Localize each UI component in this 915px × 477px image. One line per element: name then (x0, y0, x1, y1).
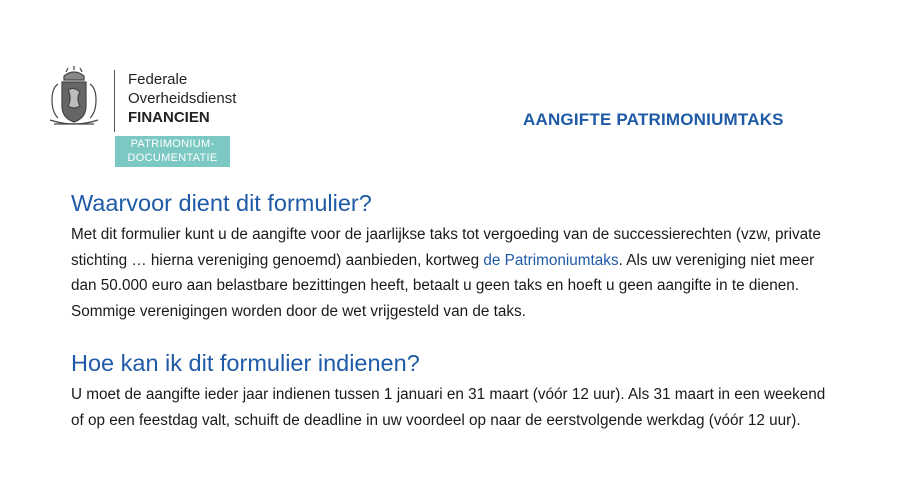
paragraph-text: . Als uw vereniging niet meer dan 50.000 euro aan belastbare bezittingen heeft, betaalt u geen taks en hoeft u geen aangifte in te dienen. Sommige verenigingen worden door de wet vrijgesteld van de taks. (71, 251, 815, 320)
belgian-coat-of-arms-icon (44, 66, 104, 130)
section-paragraph: U moet de aangifte ieder jaar indienen tussen 1 januari en 31 maart (vóór 12 uur). Als 31 maart in een weekend of op een feestdag valt, schuift de deadline in uw voordeel op naar de eerstvolgende werkdag (vóór 12 uur). (71, 386, 826, 429)
org-line-3: FINANCIEN (128, 109, 210, 126)
document-title: AANGIFTE PATRIMONIUMTAKS (523, 110, 784, 129)
org-line-2: Overheidsdienst (128, 90, 237, 107)
department-badge (115, 136, 230, 167)
paragraph-text: Met dit formulier kunt u de aangifte voor de jaarlijkse taks tot vergoeding van de successierechten (vzw, private stichting … hierna vereniging genoemd) aanbieden, kortweg (71, 226, 821, 269)
organization-name (128, 70, 236, 127)
section-heading: Hoe kan ik dit formulier indienen? (71, 350, 420, 376)
section-paragraph (71, 222, 831, 324)
section-purpose (71, 188, 831, 324)
badge-line-1: PATRIMONIUM- (130, 138, 215, 150)
page-header (0, 0, 915, 180)
patrimoniumtaks-link[interactable]: de Patrimoniumtaks (483, 251, 619, 269)
badge-line-2: DOCUMENTATIE (127, 152, 218, 164)
org-line-1: Federale (128, 71, 188, 88)
header-divider (114, 70, 115, 132)
section-heading: Waarvoor dient dit formulier? (71, 190, 372, 216)
section-submission (71, 348, 831, 433)
